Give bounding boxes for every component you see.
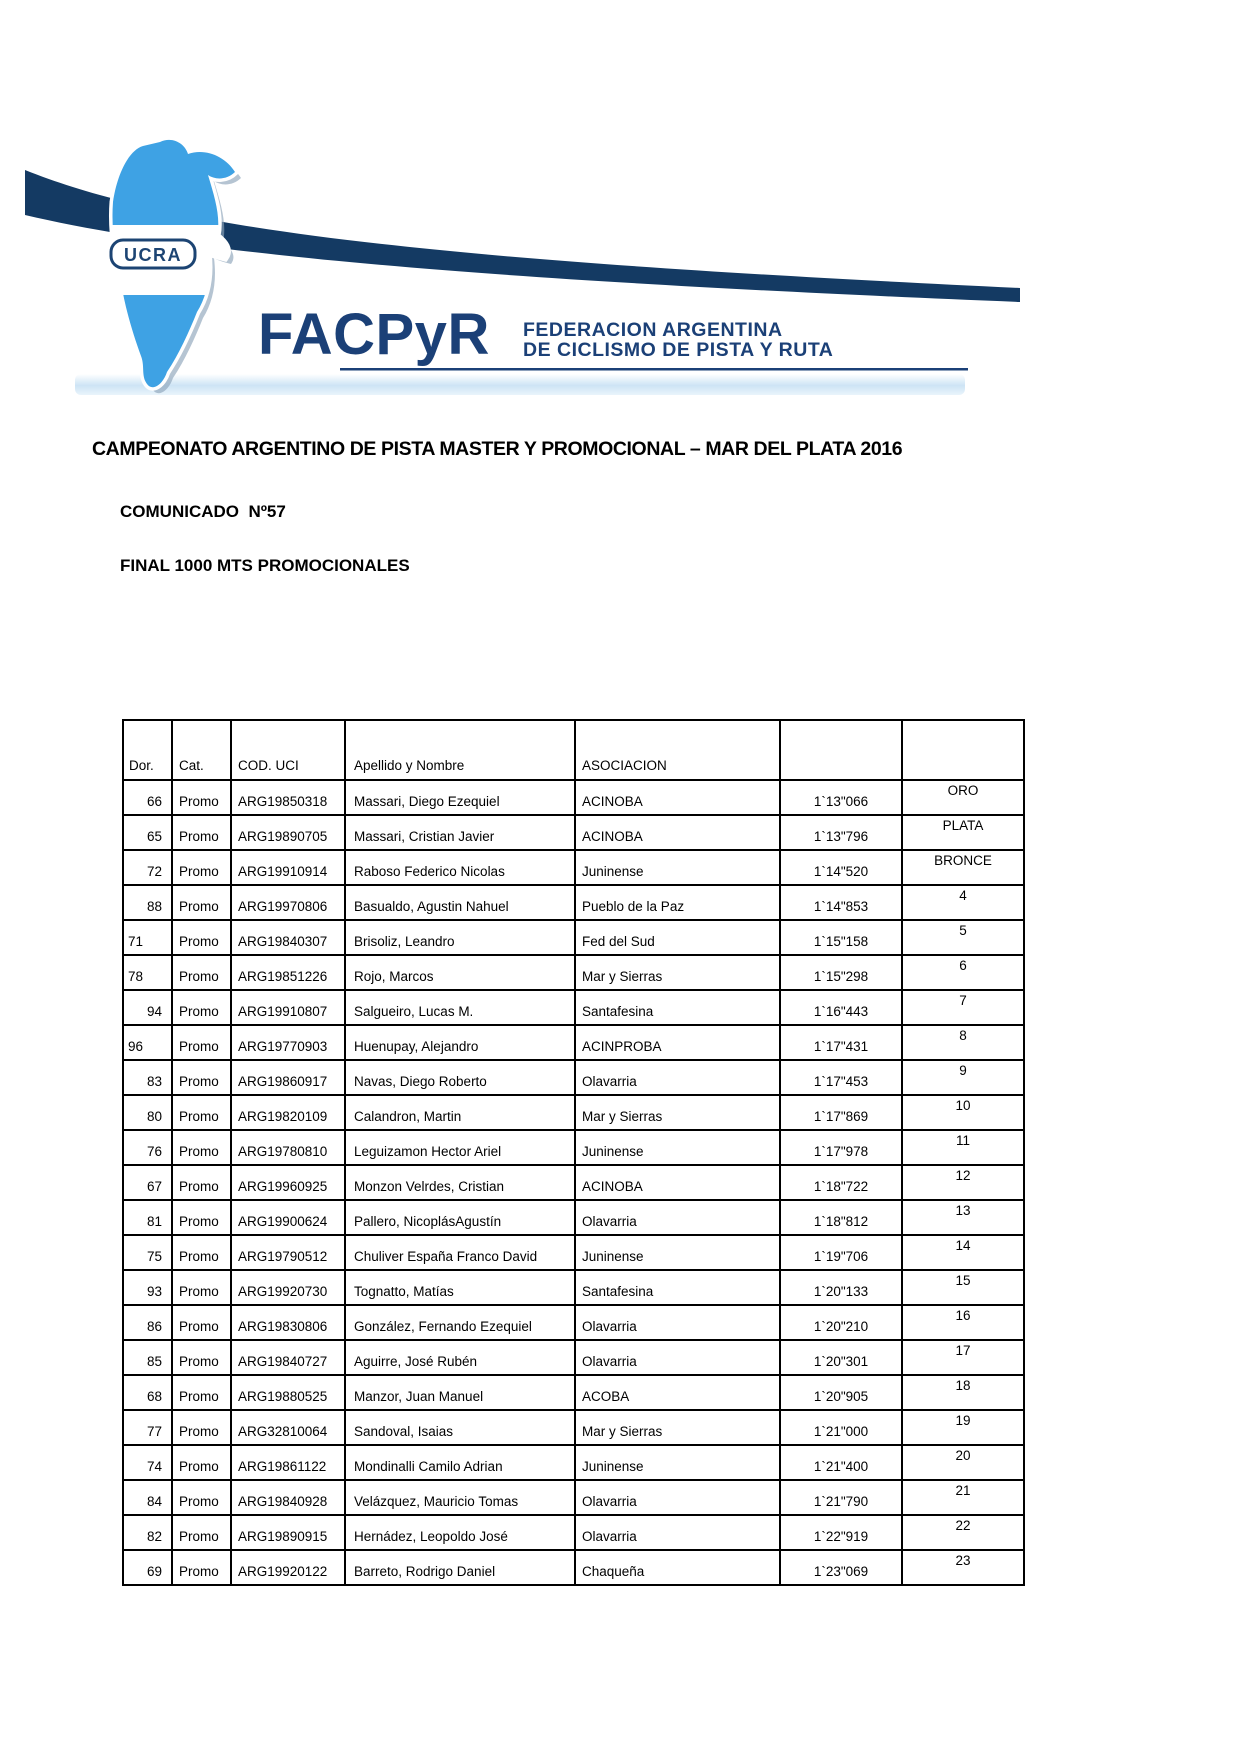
cell-time: 1`17"978 (780, 1130, 902, 1165)
cell-cod: ARG19770903 (231, 1025, 345, 1060)
cell-assoc: ACOBA (575, 1375, 780, 1410)
cell-name: Chuliver España Franco David (345, 1235, 575, 1270)
cell-dor: 74 (123, 1445, 172, 1480)
cell-time: 1`20"905 (780, 1375, 902, 1410)
cell-cat: Promo (172, 1270, 231, 1305)
cell-cod: ARG19970806 (231, 885, 345, 920)
cell-dor: 66 (123, 780, 172, 815)
cell-pos: PLATA (902, 815, 1024, 850)
cell-pos: 10 (902, 1095, 1024, 1130)
table-row (123, 1235, 1024, 1270)
cell-cod: ARG19890705 (231, 815, 345, 850)
cell-pos: 18 (902, 1375, 1024, 1410)
cell-time: 1`21"400 (780, 1445, 902, 1480)
cell-cat: Promo (172, 1165, 231, 1200)
cell-cod: ARG19840727 (231, 1340, 345, 1375)
cell-dor: 67 (123, 1165, 172, 1200)
cell-time: 1`18"722 (780, 1165, 902, 1200)
cell-time: 1`13"796 (780, 815, 902, 850)
cell-pos: 9 (902, 1060, 1024, 1095)
table-row (123, 1165, 1024, 1200)
cell-pos: 17 (902, 1340, 1024, 1375)
column-header-pos (902, 720, 1024, 780)
cell-name: Brisoliz, Leandro (345, 920, 575, 955)
cell-name: Leguizamon Hector Ariel (345, 1130, 575, 1165)
cell-dor: 76 (123, 1130, 172, 1165)
cell-name: Rojo, Marcos (345, 955, 575, 990)
cell-cat: Promo (172, 1200, 231, 1235)
cell-cod: ARG19910807 (231, 990, 345, 1025)
cell-time: 1`14"853 (780, 885, 902, 920)
cell-dor: 75 (123, 1235, 172, 1270)
column-header-assoc: ASOCIACION (575, 720, 780, 780)
cell-pos: 6 (902, 955, 1024, 990)
cell-assoc: ACINPROBA (575, 1025, 780, 1060)
cell-pos: 8 (902, 1025, 1024, 1060)
cell-dor: 71 (123, 920, 172, 955)
cell-assoc: Olavarria (575, 1480, 780, 1515)
cell-cat: Promo (172, 780, 231, 815)
cell-dor: 96 (123, 1025, 172, 1060)
cell-time: 1`15"298 (780, 955, 902, 990)
cell-dor: 93 (123, 1270, 172, 1305)
cell-dor: 84 (123, 1480, 172, 1515)
cell-dor: 94 (123, 990, 172, 1025)
cell-cod: ARG19850318 (231, 780, 345, 815)
cell-dor: 88 (123, 885, 172, 920)
table-row (123, 1060, 1024, 1095)
cell-assoc: ACINOBA (575, 780, 780, 815)
column-header-cat: Cat. (172, 720, 231, 780)
table-row (123, 1305, 1024, 1340)
logo-rule (340, 368, 968, 371)
column-header-dor: Dor. (123, 720, 172, 780)
table-row (123, 1130, 1024, 1165)
cell-cod: ARG19920730 (231, 1270, 345, 1305)
table-row (123, 1480, 1024, 1515)
cell-assoc: ACINOBA (575, 815, 780, 850)
cell-cod: ARG19890915 (231, 1515, 345, 1550)
cell-time: 1`16"443 (780, 990, 902, 1025)
federation-name-line2: DE CICLISMO DE PISTA Y RUTA (523, 339, 834, 361)
cell-cat: Promo (172, 885, 231, 920)
cell-name: González, Fernando Ezequiel (345, 1305, 575, 1340)
cell-assoc: Olavarria (575, 1515, 780, 1550)
cell-assoc: Juninense (575, 1445, 780, 1480)
federation-logo-graphic (25, 110, 1030, 400)
table-row (123, 1340, 1024, 1375)
cell-pos: 7 (902, 990, 1024, 1025)
cell-name: Huenupay, Alejandro (345, 1025, 575, 1060)
cell-pos: 4 (902, 885, 1024, 920)
cell-cod: ARG32810064 (231, 1410, 345, 1445)
cell-cod: ARG19910914 (231, 850, 345, 885)
cell-dor: 81 (123, 1200, 172, 1235)
cell-assoc: Mar y Sierras (575, 1410, 780, 1445)
cell-cod: ARG19840928 (231, 1480, 345, 1515)
table-row (123, 850, 1024, 885)
cell-name: Salgueiro, Lucas M. (345, 990, 575, 1025)
results-table (122, 719, 1025, 1586)
cell-time: 1`23"069 (780, 1550, 902, 1585)
cell-cat: Promo (172, 815, 231, 850)
cell-dor: 65 (123, 815, 172, 850)
cell-cat: Promo (172, 1305, 231, 1340)
cell-time: 1`20"210 (780, 1305, 902, 1340)
cell-name: Navas, Diego Roberto (345, 1060, 575, 1095)
cell-time: 1`19"706 (780, 1235, 902, 1270)
cell-cod: ARG19861122 (231, 1445, 345, 1480)
cell-assoc: Mar y Sierras (575, 955, 780, 990)
table-row (123, 990, 1024, 1025)
cell-name: Velázquez, Mauricio Tomas (345, 1480, 575, 1515)
cell-cod: ARG19900624 (231, 1200, 345, 1235)
cell-pos: 13 (902, 1200, 1024, 1235)
table-row (123, 1270, 1024, 1305)
cell-name: Massari, Cristian Javier (345, 815, 575, 850)
cell-assoc: Santafesina (575, 1270, 780, 1305)
cell-pos: 11 (902, 1130, 1024, 1165)
cell-cat: Promo (172, 1235, 231, 1270)
cell-cat: Promo (172, 920, 231, 955)
cell-time: 1`21"790 (780, 1480, 902, 1515)
federation-logo (25, 110, 1030, 400)
cell-name: Sandoval, Isaias (345, 1410, 575, 1445)
table-row (123, 1410, 1024, 1445)
table-row (123, 1375, 1024, 1410)
cell-cat: Promo (172, 1515, 231, 1550)
cell-assoc: Olavarria (575, 1200, 780, 1235)
cell-name: Pallero, NicoplásAgustín (345, 1200, 575, 1235)
cell-name: Barreto, Rodrigo Daniel (345, 1550, 575, 1585)
cell-cat: Promo (172, 1410, 231, 1445)
cell-pos: 22 (902, 1515, 1024, 1550)
column-header-time (780, 720, 902, 780)
table-row (123, 1025, 1024, 1060)
cell-time: 1`13"066 (780, 780, 902, 815)
table-row (123, 885, 1024, 920)
cell-cat: Promo (172, 1480, 231, 1515)
cell-cod: ARG19820109 (231, 1095, 345, 1130)
cell-pos: 19 (902, 1410, 1024, 1445)
cell-name: Monzon Velrdes, Cristian (345, 1165, 575, 1200)
cell-time: 1`20"301 (780, 1340, 902, 1375)
cell-cod: ARG19840307 (231, 920, 345, 955)
comunicado-heading: COMUNICADO Nº57 (120, 502, 286, 521)
ucra-badge (111, 240, 195, 268)
cell-time: 1`17"431 (780, 1025, 902, 1060)
cell-cat: Promo (172, 990, 231, 1025)
cell-time: 1`22"919 (780, 1515, 902, 1550)
cell-cat: Promo (172, 1060, 231, 1095)
cell-dor: 80 (123, 1095, 172, 1130)
cell-dor: 83 (123, 1060, 172, 1095)
table-row (123, 780, 1024, 815)
cell-dor: 69 (123, 1550, 172, 1585)
cell-cat: Promo (172, 1445, 231, 1480)
cell-assoc: Olavarria (575, 1305, 780, 1340)
facpyr-wordmark: FACPyR (258, 302, 490, 367)
cell-name: Massari, Diego Ezequiel (345, 780, 575, 815)
cell-time: 1`21"000 (780, 1410, 902, 1445)
cell-name: Basualdo, Agustin Nahuel (345, 885, 575, 920)
cell-cat: Promo (172, 1130, 231, 1165)
cell-pos: 5 (902, 920, 1024, 955)
cell-dor: 72 (123, 850, 172, 885)
page-title: CAMPEONATO ARGENTINO DE PISTA MASTER Y PROMOCIONAL – MAR DEL PLATA 2016 (92, 438, 903, 460)
cell-pos: 21 (902, 1480, 1024, 1515)
cell-name: Calandron, Martin (345, 1095, 575, 1130)
cell-cod: ARG19960925 (231, 1165, 345, 1200)
cell-cat: Promo (172, 1550, 231, 1585)
federation-name-line1: FEDERACION ARGENTINA (523, 319, 783, 341)
cell-assoc: Olavarria (575, 1060, 780, 1095)
cell-time: 1`18"812 (780, 1200, 902, 1235)
cell-cod: ARG19830806 (231, 1305, 345, 1340)
cell-assoc: Juninense (575, 850, 780, 885)
cell-cat: Promo (172, 1375, 231, 1410)
cell-time: 1`20"133 (780, 1270, 902, 1305)
cell-assoc: Juninense (575, 1235, 780, 1270)
cell-cat: Promo (172, 850, 231, 885)
column-header-cod: COD. UCI (231, 720, 345, 780)
cell-dor: 82 (123, 1515, 172, 1550)
cell-dor: 78 (123, 955, 172, 990)
table-row (123, 955, 1024, 990)
table-row (123, 920, 1024, 955)
cell-cod: ARG19851226 (231, 955, 345, 990)
table-row (123, 1200, 1024, 1235)
cell-time: 1`15"158 (780, 920, 902, 955)
cell-pos: 15 (902, 1270, 1024, 1305)
cell-assoc: ACINOBA (575, 1165, 780, 1200)
header-row (123, 720, 1024, 780)
cell-pos: 23 (902, 1550, 1024, 1585)
cell-name: Manzor, Juan Manuel (345, 1375, 575, 1410)
cell-cod: ARG19780810 (231, 1130, 345, 1165)
cell-dor: 77 (123, 1410, 172, 1445)
cell-assoc: Pueblo de la Paz (575, 885, 780, 920)
cell-assoc: Fed del Sud (575, 920, 780, 955)
cell-name: Tognatto, Matías (345, 1270, 575, 1305)
table-row (123, 1445, 1024, 1480)
table-row (123, 1515, 1024, 1550)
cell-cat: Promo (172, 1340, 231, 1375)
cell-name: Raboso Federico Nicolas (345, 850, 575, 885)
cell-pos: 14 (902, 1235, 1024, 1270)
cell-time: 1`17"869 (780, 1095, 902, 1130)
cell-name: Aguirre, José Rubén (345, 1340, 575, 1375)
cell-assoc: Juninense (575, 1130, 780, 1165)
cell-assoc: Santafesina (575, 990, 780, 1025)
cell-pos: ORO (902, 780, 1024, 815)
cell-dor: 68 (123, 1375, 172, 1410)
table-row (123, 1550, 1024, 1585)
cell-pos: 20 (902, 1445, 1024, 1480)
table-row (123, 1095, 1024, 1130)
cell-cat: Promo (172, 1025, 231, 1060)
cell-pos: 16 (902, 1305, 1024, 1340)
logo-gradient-band (75, 374, 965, 395)
cell-dor: 86 (123, 1305, 172, 1340)
column-header-name: Apellido y Nombre (345, 720, 575, 780)
cell-assoc: Olavarria (575, 1340, 780, 1375)
cell-cod: ARG19860917 (231, 1060, 345, 1095)
cell-name: Mondinalli Camilo Adrian (345, 1445, 575, 1480)
cell-time: 1`17"453 (780, 1060, 902, 1095)
cell-cat: Promo (172, 955, 231, 990)
cell-pos: 12 (902, 1165, 1024, 1200)
cell-name: Hernádez, Leopoldo José (345, 1515, 575, 1550)
table-row (123, 815, 1024, 850)
ucra-label: UCRA (124, 245, 182, 265)
cell-cod: ARG19920122 (231, 1550, 345, 1585)
cell-time: 1`14"520 (780, 850, 902, 885)
cell-pos: BRONCE (902, 850, 1024, 885)
event-heading: FINAL 1000 MTS PROMOCIONALES (120, 556, 410, 575)
cell-cat: Promo (172, 1095, 231, 1130)
cell-cod: ARG19790512 (231, 1235, 345, 1270)
results-section (122, 719, 1025, 1586)
cell-assoc: Chaqueña (575, 1550, 780, 1585)
cell-dor: 85 (123, 1340, 172, 1375)
cell-cod: ARG19880525 (231, 1375, 345, 1410)
cell-assoc: Mar y Sierras (575, 1095, 780, 1130)
